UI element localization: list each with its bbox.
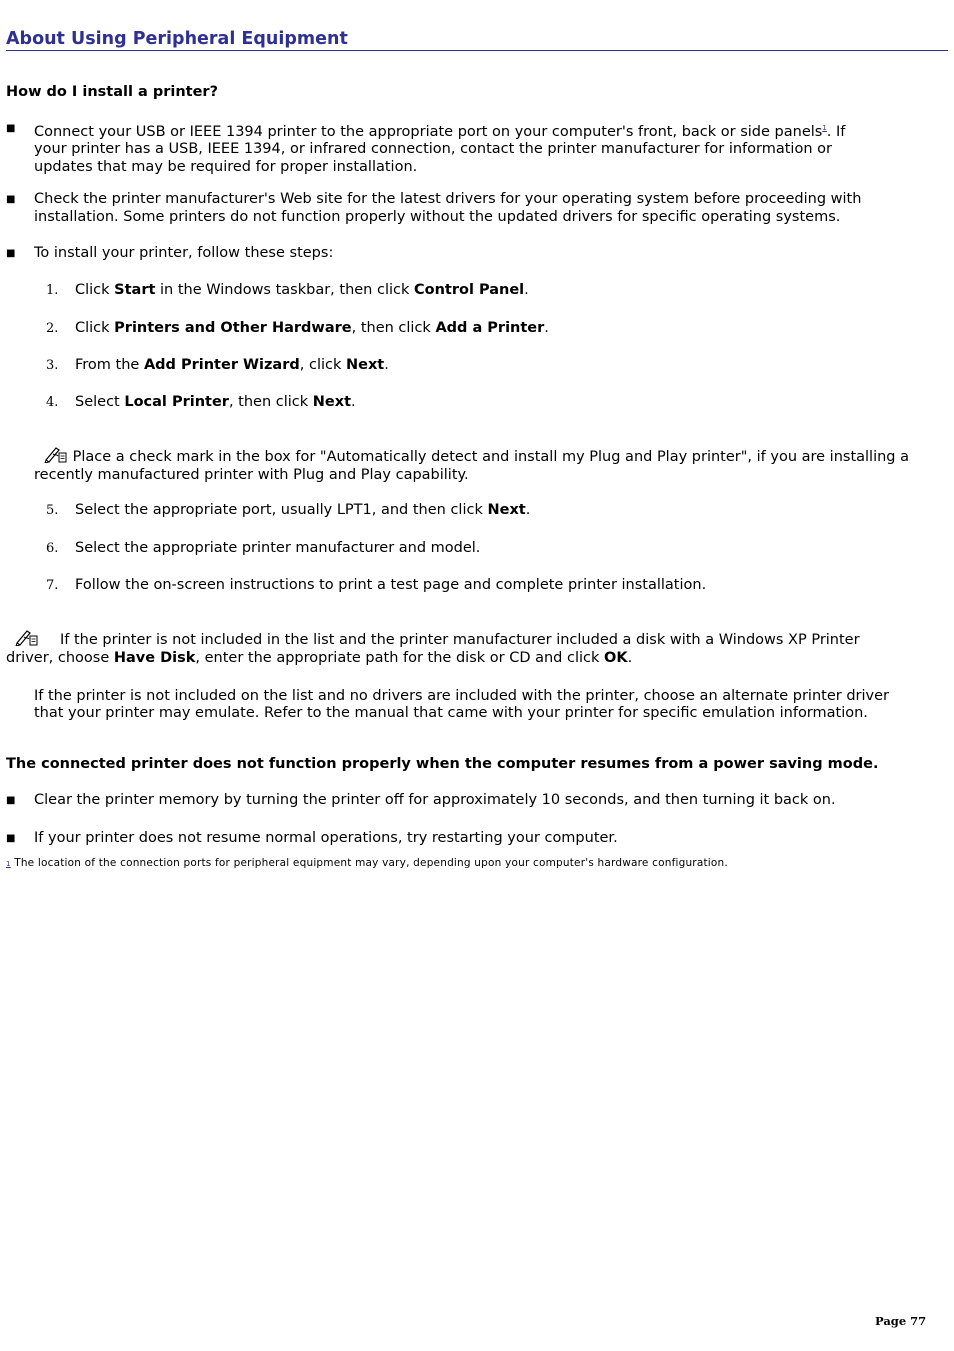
- step-7: Follow the on-screen instructions to print a test page and complete printer installation.: [75, 577, 707, 593]
- paragraph-text: that your printer may emulate. Refer to the manual that came with your printer for specific emulation information.: [34, 704, 868, 721]
- bullet-text: your printer has a USB, IEEE 1394, or infrared connection, contact the printer manufacturer for information or: [34, 141, 832, 158]
- bullet-text: updates that may be required for proper installation.: [34, 158, 418, 175]
- step-number: 2.: [46, 321, 59, 336]
- step-number: 5.: [46, 503, 59, 518]
- bullet-marker: ■: [6, 194, 16, 205]
- note-plug-and-play: [34, 445, 939, 484]
- footnote-back-link[interactable]: 1: [6, 860, 11, 868]
- step-number: 1.: [46, 283, 59, 298]
- bullet-check-drivers: [34, 191, 934, 226]
- section-heading-power-saving: The connected printer does not function properly when the computer resumes from a power saving mode.: [6, 756, 879, 772]
- bullet-marker: ■: [6, 795, 16, 806]
- note-text: If the printer is not included in the list and the printer manufacturer included a disk with a Windows XP Printer: [60, 632, 860, 648]
- section-heading-install: How do I install a printer?: [6, 84, 218, 100]
- bullet-text: Connect your USB or IEEE 1394 printer to the appropriate port on your computer's front, back or side panels: [34, 123, 823, 140]
- bullet-install-steps: To install your printer, follow these steps:: [34, 245, 334, 261]
- note-pen-icon: [44, 445, 68, 463]
- bullet-restart: If your printer does not resume normal operations, try restarting your computer.: [34, 830, 618, 846]
- step-number: 4.: [46, 395, 59, 410]
- alternate-driver-paragraph: [34, 688, 934, 721]
- step-1: Click Start in the Windows taskbar, then click Control Panel.: [75, 282, 529, 298]
- bullet-text: installation. Some printers do not function properly without the updated drivers for specific operating systems.: [34, 208, 841, 225]
- step-4: Select Local Printer, then click Next.: [75, 394, 356, 410]
- bullet-marker: ■: [6, 248, 16, 259]
- step-5: Select the appropriate port, usually LPT1, and then click Next.: [75, 502, 531, 518]
- bullet-connect-printer: [34, 120, 934, 176]
- note-have-disk: [6, 628, 941, 667]
- step-number: 6.: [46, 541, 59, 556]
- step-3: From the Add Printer Wizard, click Next.: [75, 357, 389, 373]
- note-text: driver, choose Have Disk, enter the appropriate path for the disk or CD and click OK.: [6, 649, 633, 666]
- note-text: recently manufactured printer with Plug and Play capability.: [34, 466, 469, 483]
- footnote: [6, 855, 948, 874]
- footnote-text: The location of the connection ports for peripheral equipment may vary, depending upon your computer's hardware configuration.: [14, 857, 728, 869]
- page-number: Page 77: [875, 1314, 927, 1328]
- note-pen-icon: [15, 628, 39, 646]
- step-number: 3.: [46, 358, 59, 373]
- paragraph-text: If the printer is not included on the list and no drivers are included with the printer, choose an alternate printer driver: [34, 688, 889, 704]
- step-2: Click Printers and Other Hardware, then click Add a Printer.: [75, 320, 549, 336]
- step-6: Select the appropriate printer manufacturer and model.: [75, 540, 481, 556]
- bullet-text: Check the printer manufacturer's Web site for the latest drivers for your operating system before proceeding with: [34, 191, 862, 207]
- note-text: Place a check mark in the box for "Automatically detect and install my Plug and Play printer", if you are installing a: [72, 449, 910, 465]
- bullet-text: . If: [826, 123, 846, 140]
- page-title: About Using Peripheral Equipment: [6, 29, 948, 51]
- bullet-clear-memory: Clear the printer memory by turning the printer off for approximately 10 seconds, and then turning it back on.: [34, 792, 836, 808]
- step-number: 7.: [46, 578, 59, 593]
- bullet-marker: ■: [6, 833, 16, 844]
- bullet-marker: ■: [6, 123, 16, 134]
- footnote-ref-link[interactable]: 1: [822, 124, 827, 132]
